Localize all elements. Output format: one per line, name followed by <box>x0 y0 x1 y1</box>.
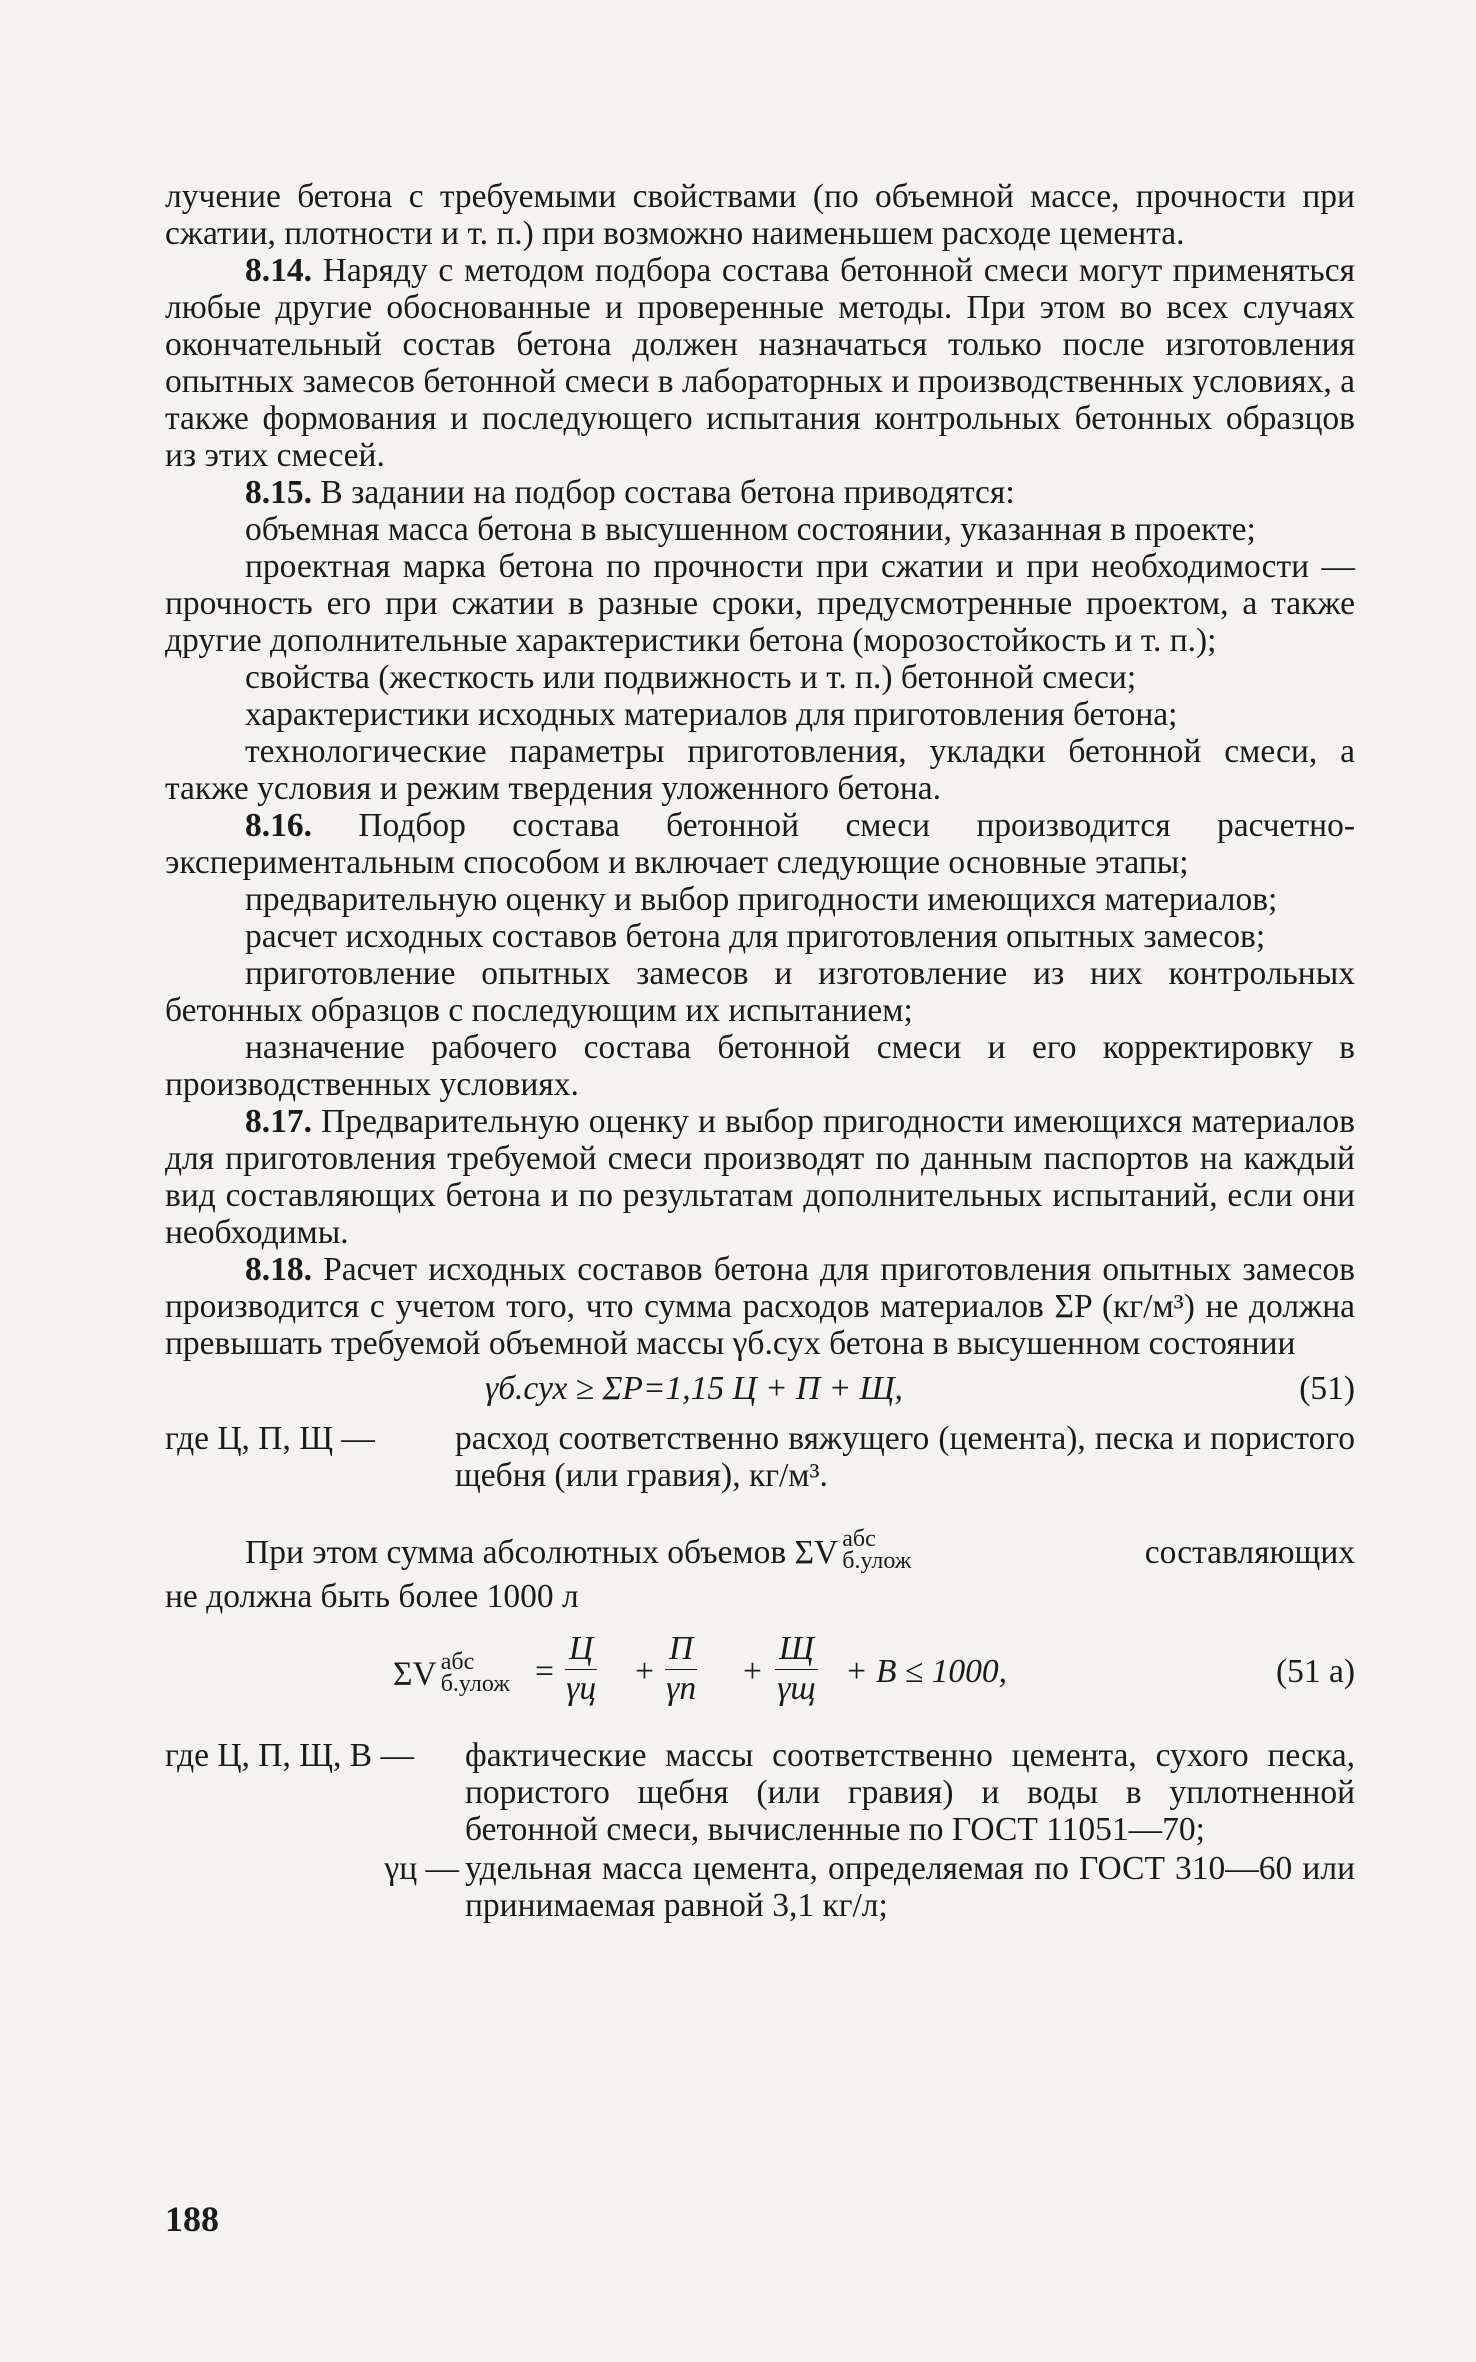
clause-number: 8.16. <box>245 807 312 844</box>
clause-number: 8.17. <box>245 1103 312 1140</box>
clause-text: Подбор состава бетонной смеси производится расчетно-экспериментальным способом и включает следующие основные этапы; <box>165 807 1355 881</box>
where-clause <box>165 1737 1355 1848</box>
equation-number: (51 а) <box>1275 1653 1355 1690</box>
where-clause <box>165 1420 1355 1494</box>
denominator: γщ <box>777 1670 816 1707</box>
where-text: фактические массы соответственно цемента, сухого песка, пористого щебня (или гравия) и воды в уплотненной бетонной смеси, вычисленные по ГОСТ 11051—70; <box>465 1737 1355 1848</box>
list-item: проектная марка бетона по прочности при сжатии и при необходимости — прочность его при сжатии в разные сроки, предусмотренные проектом, а также другие дополнительные характеристики бетона (морозостойкость и т. п.); <box>165 548 1355 659</box>
superscript: абс <box>440 1649 475 1675</box>
sentence-start: При этом сумма абсолютных объемов ΣV <box>245 1534 839 1571</box>
where-text: расход соответственно вяжущего (цемента), песка и пористого щебня (или гравия), кг/м³. <box>455 1420 1355 1494</box>
absolute-volume-sentence <box>165 1526 1355 1578</box>
list-item: объемная масса бетона в высушенном состоянии, указанная в проекте; <box>245 511 1256 548</box>
plus-sign: + <box>743 1653 762 1690</box>
paragraph-8-17 <box>165 1103 1355 1251</box>
list-item: приготовление опытных замесов и изготовление из них контрольных бетонных образцов с последующим их испытанием; <box>165 955 1355 1029</box>
equation-51 <box>165 1370 1355 1414</box>
list-item: предварительную оценку и выбор пригодности имеющихся материалов; <box>245 881 1278 918</box>
list-item: свойства (жесткость или подвижность и т. п.) бетонной смеси; <box>245 659 1137 696</box>
sentence-continuation: не должна быть более 1000 л <box>165 1578 579 1615</box>
paragraph-8-14 <box>165 252 1355 474</box>
fraction-cement <box>565 1629 597 1708</box>
lhs-index <box>441 1651 510 1695</box>
list-item: технологические параметры приготовления, укладки бетонной смеси, а также условия и режим твердения уложенного бетона. <box>165 733 1355 807</box>
clause-text: В задании на подбор состава бетона приводятся: <box>312 474 1015 511</box>
where-clause <box>165 1850 1355 1924</box>
clause-number: 8.18. <box>245 1251 312 1288</box>
sentence-end: составляющих <box>1144 1534 1355 1571</box>
clause-text: Наряду с методом подбора состава бетонной смеси могут применяться любые другие обоснованные и проверенные методы. При этом во всех случаях окончательный состав бетона должен назначаться только после изготовления опытных замесов бетонной смеси в лабораторных и производственных условиях, а также формования и последующего испытания контрольных бетонных образцов из этих смесей. <box>165 252 1355 474</box>
fraction-sand <box>665 1629 697 1708</box>
numerator: П <box>665 1629 697 1670</box>
superscript: абс <box>842 1526 876 1552</box>
clause-number: 8.15. <box>245 474 312 511</box>
numerator: Ц <box>565 1629 597 1670</box>
page-body <box>165 178 1355 1924</box>
denominator: γц <box>566 1670 597 1707</box>
subscript: б.улож <box>842 1548 912 1574</box>
fraction-gravel <box>775 1629 818 1708</box>
equation-tail: + В ≤ 1000, <box>845 1653 1007 1690</box>
page-number: 188 <box>165 2199 219 2239</box>
list-item: расчет исходных составов бетона для приготовления опытных замесов; <box>245 918 1266 955</box>
paragraph-8-15 <box>165 474 1355 511</box>
list-item: характеристики исходных материалов для приготовления бетона; <box>245 696 1178 733</box>
where-label: где Ц, П, Щ — <box>165 1420 375 1457</box>
equation-expression: γб.сух ≥ ΣP=1,15 Ц + П + Щ, <box>485 1370 903 1407</box>
equals-sign: = <box>535 1653 554 1690</box>
clause-text: Расчет исходных составов бетона для приготовления опытных замесов производится с учетом того, что сумма расходов материалов ΣP (кг/м³) не должна превышать требуемой объемной массы γб.сух бетона в высушенном состоянии <box>165 1251 1355 1362</box>
lhs-symbol: ΣV <box>393 1655 437 1693</box>
where-label: где Ц, П, Щ, В — <box>165 1737 415 1774</box>
numerator: Щ <box>775 1629 818 1670</box>
equation-lhs <box>393 1649 514 1699</box>
paragraph-intro: лучение бетона с требуемыми свойствами (по объемной массе, прочности при сжатии, плотности и т. п.) при возможно наименьшем расходе цемента. <box>165 178 1355 252</box>
sup-sub-index <box>842 1528 911 1572</box>
clause-text: Предварительную оценку и выбор пригодности имеющихся материалов для приготовления требуемой смеси производят по данным паспортов на каждый вид составляющих бетона и по результатам дополнительных испытаний, если они необходимы. <box>165 1103 1355 1251</box>
denominator: γп <box>666 1670 697 1707</box>
paragraph-8-16 <box>165 807 1355 881</box>
equation-51a <box>165 1621 1355 1731</box>
equation-number: (51) <box>1299 1370 1355 1407</box>
where-text: удельная масса цемента, определяемая по ГОСТ 310—60 или принимаемая равной 3,1 кг/л; <box>465 1850 1355 1924</box>
list-item: назначение рабочего состава бетонной смеси и его корректировку в производственных условиях. <box>165 1029 1355 1103</box>
plus-sign: + <box>635 1653 654 1690</box>
where-label: γц — <box>384 1850 459 1887</box>
subscript: б.улож <box>440 1671 510 1697</box>
paragraph-8-18 <box>165 1251 1355 1362</box>
clause-number: 8.14. <box>245 252 312 289</box>
